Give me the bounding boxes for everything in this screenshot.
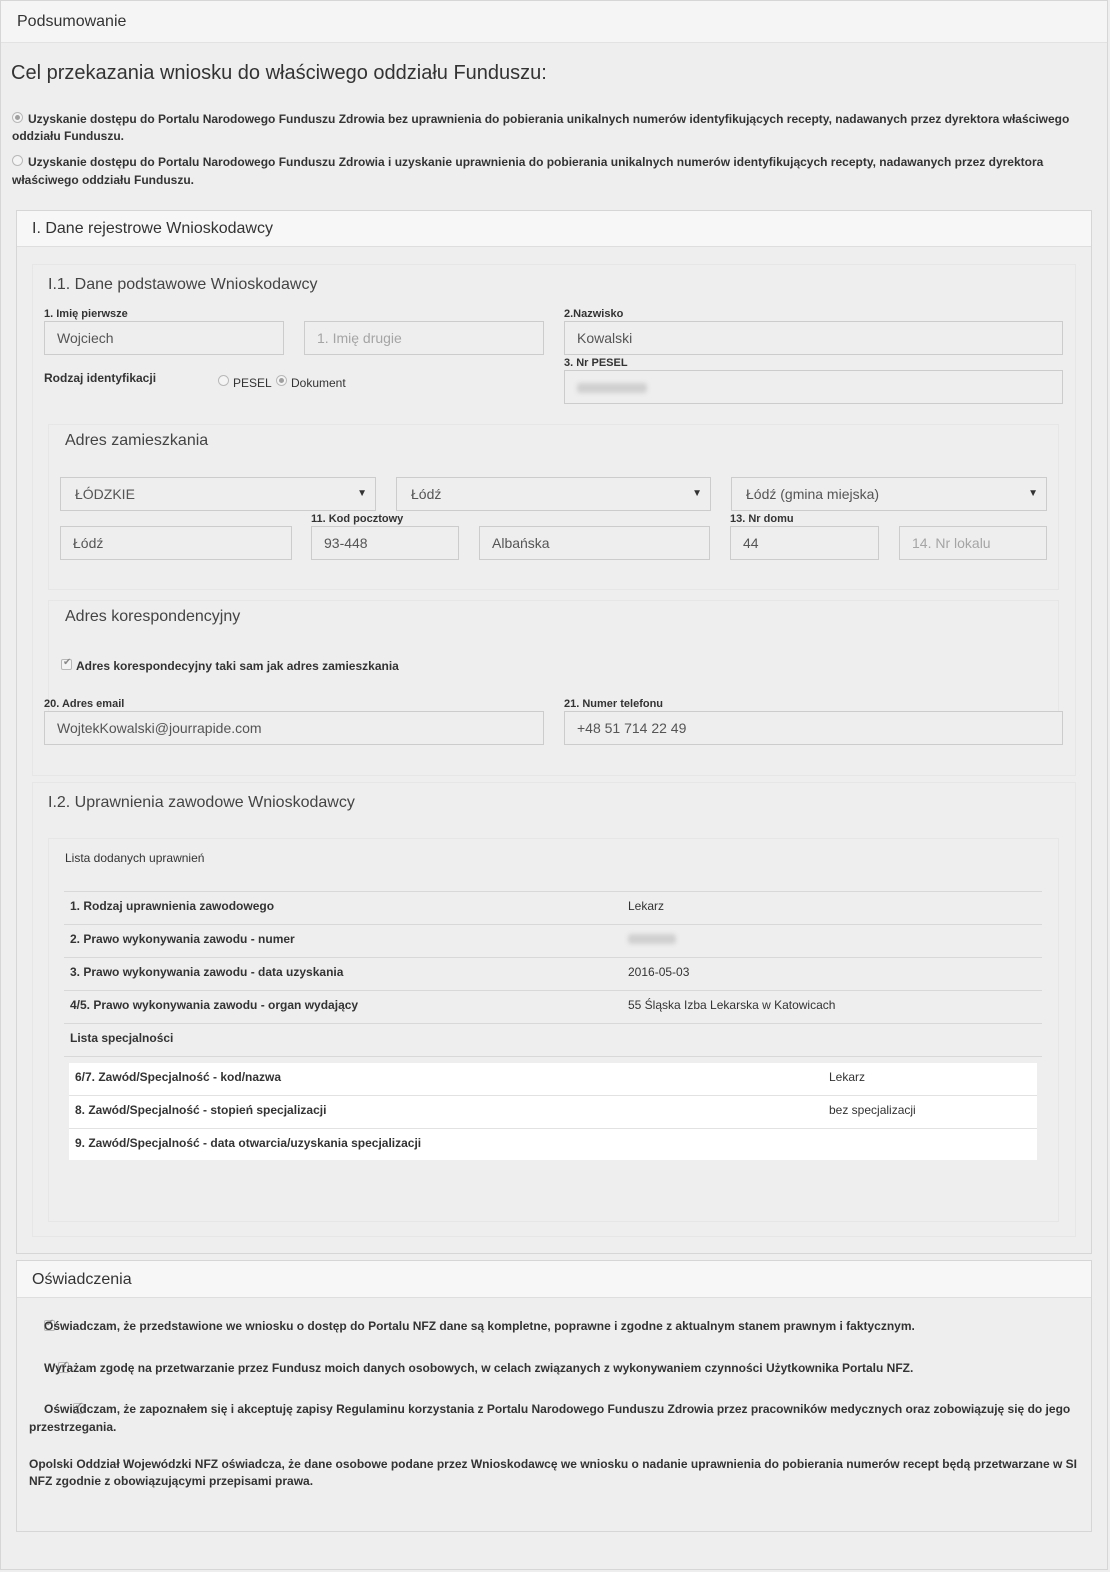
declaration-2-text: Wyrażam zgodę na przetwarzanie przez Fundusz moich danych osobowych, w celach związanych z wykonywaniem czynności Użytkownika Portalu NFZ. <box>44 1361 914 1375</box>
spec-list-label: Lista specjalności <box>70 1031 174 1045</box>
spec-row-2-label: 8. Zawód/Specjalność - stopień specjalizacji <box>75 1103 327 1117</box>
divider <box>64 1023 1042 1024</box>
chevron-down-icon: ▼ <box>357 488 367 499</box>
license-number-blurred <box>628 930 676 944</box>
license-row-4-label: 4/5. Prawo wykonywania zawodu - organ wydający <box>70 998 359 1012</box>
voivodeship-value: ŁÓDZKIE <box>75 486 135 502</box>
same-address-checkbox[interactable] <box>61 659 72 670</box>
spec-row-1-label: 6/7. Zawód/Specjalność - kod/nazwa <box>75 1070 282 1084</box>
email-input[interactable]: WojtekKowalski@jourrapide.com <box>44 711 544 745</box>
purpose-heading: Cel przekazania wniosku do właściwego oddziału Funduszu: <box>11 62 547 84</box>
purpose-option-1-radio[interactable] <box>12 112 23 123</box>
phone-input[interactable]: +48 51 714 22 49 <box>564 711 1063 745</box>
divider <box>64 957 1042 958</box>
voivodeship-select[interactable] <box>60 477 376 511</box>
purpose-option-1-line1: Uzyskanie dostępu do Portalu Narodowego Funduszu Zdrowia bez uprawnienia do pobierania unikalnych numerów identyfikujących recepty, nadawanych przez dyrektora właściwego <box>28 112 1070 126</box>
header-title: Podsumowanie <box>17 13 127 30</box>
basic-data-title: I.1. Dane podstawowe Wnioskodawcy <box>48 276 318 293</box>
license-row-1-label: 1. Rodzaj uprawnienia zawodowego <box>70 899 275 913</box>
spec-row-1-value: Lekarz <box>829 1070 866 1084</box>
divider <box>69 1128 1037 1129</box>
divider <box>64 990 1042 991</box>
email-label: 20. Adres email <box>44 698 125 710</box>
house-input[interactable]: 44 <box>730 526 879 560</box>
purpose-option-2-radio[interactable] <box>12 155 23 166</box>
same-address-label: Adres korespondecyjny taki sam jak adres zamieszkania <box>76 659 399 673</box>
id-pesel-radio[interactable] <box>218 375 229 386</box>
id-type-label: Rodzaj identyfikacji <box>44 371 157 385</box>
address-title: Adres zamieszkania <box>65 432 209 449</box>
surname-label: 2.Nazwisko <box>564 308 624 320</box>
postal-label: 11. Kod pocztowy <box>311 513 404 525</box>
county-value: Łódź <box>411 486 442 502</box>
id-pesel-label: PESEL <box>233 376 272 390</box>
house-label: 13. Nr domu <box>730 513 794 525</box>
city-input[interactable]: Łódź <box>60 526 292 560</box>
notice-line2: NFZ zgodnie z obowiązującymi przepisami prawa. <box>29 1474 314 1488</box>
section-registration-title: I. Dane rejestrowe Wnioskodawcy <box>32 220 273 237</box>
purpose-option-2-line2: właściwego oddziału Funduszu. <box>12 173 195 187</box>
licenses-list-box <box>48 838 1059 1222</box>
license-row-3-label: 3. Prawo wykonywania zawodu - data uzyskania <box>70 965 344 979</box>
licenses-list-label: Lista dodanych uprawnień <box>65 851 205 865</box>
pesel-input[interactable] <box>564 370 1063 404</box>
pesel-blurred-value <box>577 383 647 393</box>
divider <box>64 891 1042 892</box>
summary-header <box>1 1 1107 43</box>
divider <box>64 924 1042 925</box>
commune-select[interactable] <box>731 477 1047 511</box>
spec-row-2-value: bez specjalizacji <box>829 1103 916 1117</box>
surname-input[interactable]: Kowalski <box>564 321 1063 355</box>
id-document-radio[interactable] <box>276 375 287 386</box>
second-name-input[interactable]: 1. Imię drugie <box>304 321 544 355</box>
purpose-option-2-line1: Uzyskanie dostępu do Portalu Narodowego Funduszu Zdrowia i uzyskanie uprawnienia do pobierania unikalnych numerów identyfikujących recepty, nadawanych przez dyrektora <box>28 155 1044 169</box>
declaration-1-text: Oświadczam, że przedstawione we wniosku o dostęp do Portalu NFZ dane są kompletne, poprawne i zgodne z aktualnym stanem prawnym i faktycznym. <box>44 1319 915 1333</box>
declarations-panel <box>16 1260 1092 1532</box>
pesel-label: 3. Nr PESEL <box>564 357 628 369</box>
id-document-label: Dokument <box>291 376 346 390</box>
postal-input[interactable]: 93-448 <box>311 526 459 560</box>
license-row-3-value: 2016-05-03 <box>628 965 690 979</box>
declaration-3-line2: przestrzegania. <box>29 1420 117 1434</box>
divider <box>69 1095 1037 1096</box>
notice-line1: Opolski Oddział Wojewódzki NFZ oświadcza, że dane osobowe podane przez Wnioskodawcę we wniosku o nadanie uprawnienia do pobierania numerów recept będą przetwarzane w SI <box>29 1457 1077 1471</box>
commune-value: Łódź (gmina miejska) <box>746 486 880 502</box>
flat-input[interactable]: 14. Nr lokalu <box>899 526 1047 560</box>
first-name-input[interactable]: Wojciech <box>44 321 284 355</box>
chevron-down-icon: ▼ <box>1028 488 1038 499</box>
license-row-1-value: Lekarz <box>628 899 665 913</box>
first-name-label: 1. Imię pierwsze <box>44 308 128 320</box>
section-registration-header <box>17 211 1091 247</box>
street-input[interactable]: Albańska <box>479 526 710 560</box>
license-row-4-value: 55 Śląska Izba Lekarska w Katowicach <box>628 998 836 1012</box>
declarations-header <box>17 1261 1091 1298</box>
spec-row-3-label: 9. Zawód/Specjalność - data otwarcia/uzyskania specjalizacji <box>75 1136 422 1150</box>
phone-label: 21. Numer telefonu <box>564 698 664 710</box>
divider <box>64 1056 1042 1057</box>
licenses-title: I.2. Uprawnienia zawodowe Wnioskodawcy <box>48 794 355 811</box>
county-select[interactable] <box>396 477 711 511</box>
declarations-title: Oświadczenia <box>32 1271 132 1288</box>
correspondence-title: Adres korespondencyjny <box>65 608 241 625</box>
license-row-2-label: 2. Prawo wykonywania zawodu - numer <box>70 932 295 946</box>
chevron-down-icon: ▼ <box>692 488 702 499</box>
purpose-option-1-line2: oddziału Funduszu. <box>12 129 124 143</box>
declaration-3-line1: Oświadczam, że zapoznałem się i akceptuję zapisy Regulaminu korzystania z Portalu Narodowego Funduszu Zdrowia przez pracowników medycznych oraz zobowiązuję się do jego <box>44 1402 1071 1416</box>
